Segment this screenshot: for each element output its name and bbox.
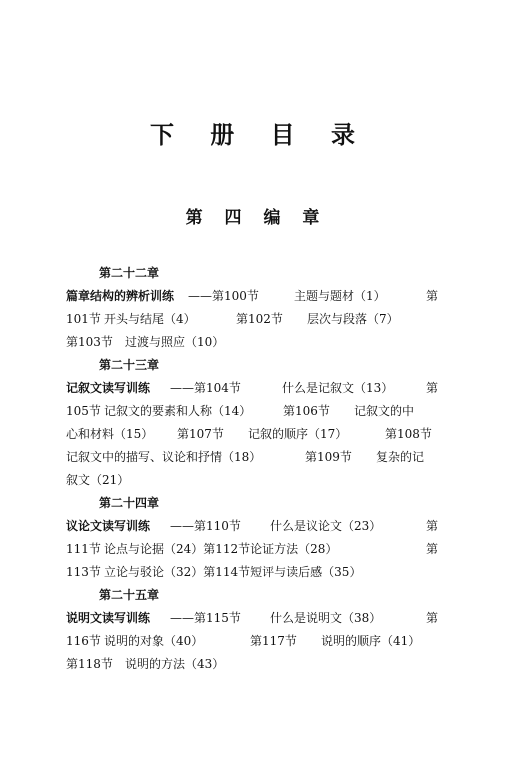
toc-segment: 第107节	[177, 427, 224, 441]
table-of-contents	[0, 262, 505, 676]
toc-segment: ——第100节	[188, 289, 259, 303]
toc-segment: 记叙文中的描写、议论和抒情（18）	[66, 450, 262, 464]
toc-segment: 第109节	[305, 450, 352, 464]
section-lead: 说明文读写训练	[66, 611, 151, 625]
chapter-heading: 第二十五章	[99, 588, 160, 602]
chapter-25	[0, 584, 505, 676]
toc-line	[0, 423, 505, 446]
toc-segment: 什么是记叙文（13）	[282, 381, 394, 395]
toc-segment: 第102节	[236, 312, 283, 326]
chapter-heading: 第二十四章	[99, 496, 160, 510]
toc-segment: 第	[426, 381, 439, 395]
toc-line	[0, 308, 505, 331]
toc-segment: 113节	[66, 565, 101, 579]
toc-segment: 叙文（21）	[66, 473, 130, 487]
toc-segment: 记叙文的要素和人称（14）	[104, 404, 252, 418]
section-lead: 记叙文读写训练	[66, 381, 151, 395]
toc-line	[0, 377, 505, 400]
part-title: 第 四 编 章	[185, 208, 328, 228]
toc-segment: ——第110节	[170, 519, 241, 533]
toc-segment: 说明的对象（40）	[104, 634, 204, 648]
toc-segment: 第	[426, 519, 439, 533]
toc-segment: 第103节	[66, 335, 113, 349]
toc-segment: 立论与驳论（32）第114节短评与读后感（35）	[104, 565, 362, 579]
section-lead: 议论文读写训练	[66, 519, 151, 533]
toc-line	[0, 446, 505, 469]
toc-segment: 记叙文的中	[354, 404, 415, 418]
toc-segment: ——第104节	[170, 381, 241, 395]
toc-segment: 第	[426, 611, 439, 625]
chapter-heading: 第二十三章	[99, 358, 160, 372]
toc-segment: 什么是议论文（23）	[270, 519, 382, 533]
toc-line	[0, 331, 505, 354]
toc-segment: 论点与论据（24）第112节论证方法（28）	[104, 542, 338, 556]
toc-line	[0, 653, 505, 676]
toc-line	[0, 630, 505, 653]
toc-segment: 什么是说明文（38）	[270, 611, 382, 625]
toc-segment: 复杂的记	[376, 450, 425, 464]
toc-segment: 主题与题材（1）	[294, 289, 386, 303]
toc-segment: 说明的方法（43）	[125, 657, 225, 671]
toc-segment: 105节	[66, 404, 101, 418]
toc-segment: 心和材料（15）	[66, 427, 154, 441]
chapter-22	[0, 262, 505, 354]
toc-segment: 第118节	[66, 657, 113, 671]
toc-line	[0, 607, 505, 630]
toc-segment: 101节	[66, 312, 101, 326]
toc-segment: 第117节	[250, 634, 297, 648]
section-lead: 篇章结构的辨析训练	[66, 289, 175, 303]
toc-line	[0, 515, 505, 538]
chapter-23	[0, 354, 505, 492]
toc-segment: 过渡与照应（10）	[125, 335, 225, 349]
toc-segment: 开头与结尾（4）	[104, 312, 196, 326]
toc-segment: 111节	[66, 542, 101, 556]
page-title: 下 册 目 录	[149, 121, 370, 149]
toc-segment: 第106节	[283, 404, 330, 418]
toc-segment: 116节	[66, 634, 101, 648]
toc-segment: 第	[426, 289, 439, 303]
toc-line	[0, 469, 505, 492]
toc-segment: 说明的顺序（41）	[321, 634, 421, 648]
toc-segment: 层次与段落（7）	[307, 312, 399, 326]
toc-line	[0, 400, 505, 423]
toc-segment: 记叙的顺序（17）	[248, 427, 348, 441]
toc-line	[0, 561, 505, 584]
toc-segment: ——第115节	[170, 611, 241, 625]
toc-line	[0, 538, 505, 561]
toc-line	[0, 285, 505, 308]
toc-segment: 第	[426, 542, 439, 556]
chapter-heading: 第二十二章	[99, 266, 160, 280]
toc-segment: 第108节	[385, 427, 432, 441]
chapter-24	[0, 492, 505, 584]
